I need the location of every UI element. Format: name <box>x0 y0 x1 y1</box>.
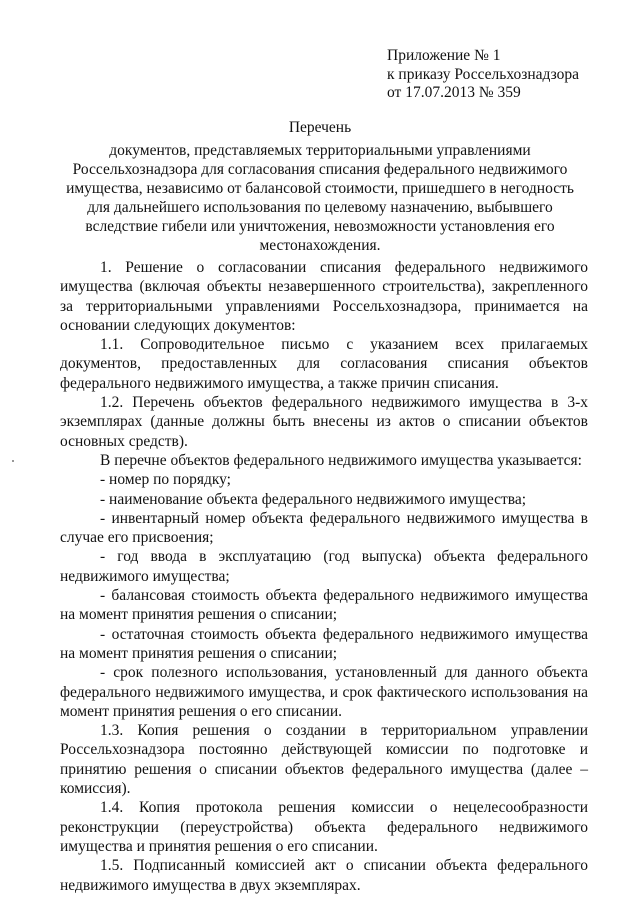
list-item: - остаточная стоимость объекта федерального недвижимого имущества на момент принятия решения о списании; <box>60 625 588 662</box>
order-reference: к приказу Россельхознадзора <box>387 65 580 83</box>
title-subtitle: документов, представляемых территориальными управлениями Россельхознадзора для согласования списания федерального недвижимого имущества, независимо от балансовой стоимости, пришедшего в негодность для дальнейшего использования по целевому назначению, выбывшего вследствие гибели или уничтожения, невозможности установления его местонахождения. <box>66 142 574 254</box>
paragraph-1-2: 1.2. Перечень объектов федерального недвижимого имущества в 3-х экземплярах (данные должны быть внесены из актов о списании объектов основных средств). <box>60 394 588 450</box>
appendix-header <box>387 47 579 103</box>
title-heading: Перечень <box>288 119 352 136</box>
list-intro: В перечне объектов федерального недвижимого имущества указывается: <box>100 451 582 469</box>
paragraph-1-1: 1.1. Сопроводительное письмо с указанием всех прилагаемых документов, предоставленных для согласования списания объектов федерального недвижимого имущества, а также причин списания. <box>60 336 588 392</box>
paragraph-1-4: 1.4. Копия протокола решения комиссии о нецелесообразности реконструкции (переустройства) объекта федерального недвижимого имущества и принятия решения о его списании. <box>60 799 588 855</box>
list-item: - год ввода в эксплуатацию (год выпуска) объекта федерального недвижимого имущества; <box>60 548 588 585</box>
list-item: - инвентарный номер объекта федерального недвижимого имущества в случае его присвоения; <box>60 509 588 547</box>
appendix-number: Приложение № 1 <box>387 47 501 64</box>
list-item: - наименование объекта федерального недвижимого имущества; <box>100 490 527 508</box>
document-title <box>60 118 580 255</box>
scan-artifact <box>12 460 14 462</box>
list-item: - балансовая стоимость объекта федерального недвижимого имущества на момент принятия решения о списании; <box>60 587 588 624</box>
paragraph-1-3: 1.3. Копия решения о создании в территориальном управлении Россельхознадзора постоянно действующей комиссии по подготовке и принятию решения о списании объектов федерального имущества (далее – комиссия). <box>60 722 588 798</box>
list-item: - срок полезного использования, установленный для данного объекта федерального недвижимого имущества, и срок фактического использования на момент принятия решения о его списании. <box>60 664 588 720</box>
list-item: - номер по порядку; <box>100 471 231 489</box>
paragraph-1-5: 1.5. Подписанный комиссией акт о списании объекта федерального недвижимого имущества в двух экземплярах. <box>60 857 588 894</box>
document-body <box>60 258 588 895</box>
order-date: от 17.07.2013 № 359 <box>387 84 521 101</box>
paragraph-1: 1. Решение о согласовании списания федерального недвижимого имущества (включая объекты незавершенного строительства), закрепленного за территориальными управлениями Россельхознадзора, принимается на основании следующих документов: <box>60 259 588 334</box>
